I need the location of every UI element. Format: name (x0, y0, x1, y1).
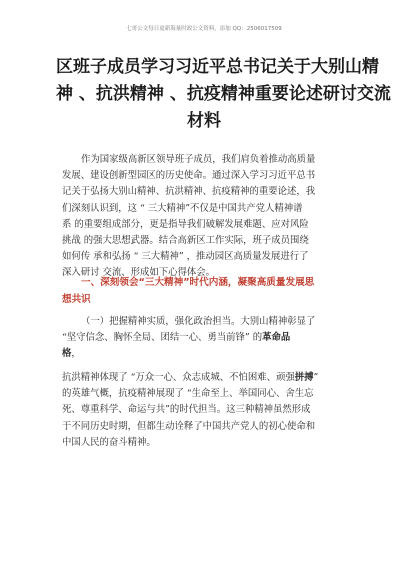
heading-line: 想共识 (62, 294, 91, 305)
heading-line: 一、深刻领会“三大精神”时代内涵，凝聚高质量发展思 (81, 277, 315, 288)
paragraph-line: 于不同历史时期，但都生动诠释了中国共产党人的初心使命和 (62, 420, 316, 432)
paragraph-line: 记关于弘扬大别山精神、抗洪精神、抗疫精神的重要论述，我 (62, 186, 316, 198)
document-title (56, 54, 391, 135)
paragraph-line: 系 的重要组成部分，更是指导我们破解发展难题、应对风险 (62, 218, 309, 230)
section-heading (62, 274, 350, 308)
title-line: 神 、抗洪精神 、抗疫精神重要论述研讨交流 (56, 84, 391, 104)
title-line: 材料 (187, 111, 221, 131)
paragraph-line: 发展、建设创新型园区的历史使命。通过深入学习习近平总书 (62, 170, 316, 182)
paragraph-line: 作为国家级高新区领导班子成员，我们肩负着推动高质量 (81, 154, 316, 165)
paragraph-text: ， (71, 348, 81, 360)
paragraph-line: 们深刻认识到，这 “ 三大精神”不仅是中国共产党人精神谱 (62, 202, 303, 214)
paragraph-line: 深入研讨 交流、形成如下心得体会。 (62, 267, 215, 279)
bold-text: 格 (62, 348, 72, 360)
paragraph-text: 抗洪精神体现了 “万众一心、众志成城、不怕困难、顽强 (62, 372, 295, 383)
spirit-paragraph (62, 370, 350, 451)
title-line: 区班子成员学习习近平总书记关于大别山精 (56, 57, 379, 77)
paragraph-line (62, 370, 350, 386)
paragraph-line: 如何传 承和弘扬 “ 三大精神” ，推动园区高质量发展进行了 (62, 251, 309, 263)
paragraph-line (62, 346, 350, 362)
paragraph-line (62, 330, 350, 346)
header-note: 七哥公文每日更新海量时政公文资料，添加 QQ：2506017509 (126, 26, 282, 32)
paragraph-text: “坚守信念、胸怀全局、团结一心、勇当前锋” 的 (62, 332, 263, 344)
bold-text: 革命品 (262, 332, 291, 344)
paragraph-line: 中国人民的奋斗精神。 (62, 436, 156, 448)
bold-text: 拼搏 (294, 372, 314, 383)
paragraph-text: ” (313, 372, 319, 383)
paragraph-line: 死、尊重科学、命运与共”的时代担当。这三种精神虽然形成 (62, 404, 311, 416)
subsection-paragraph (62, 314, 350, 363)
paragraph-line: 挑战 的强大思想武器。结合高新区工作实际，班子成员围绕 (62, 234, 309, 246)
paragraph-line: （一）把握精神实质，强化政治担当。大别山精神彰显了 (81, 316, 316, 327)
intro-paragraph (62, 152, 350, 282)
paragraph-line: 的英雄气概，抗疫精神展现了 “生命至上、举国同心、舍生忘 (62, 388, 314, 400)
